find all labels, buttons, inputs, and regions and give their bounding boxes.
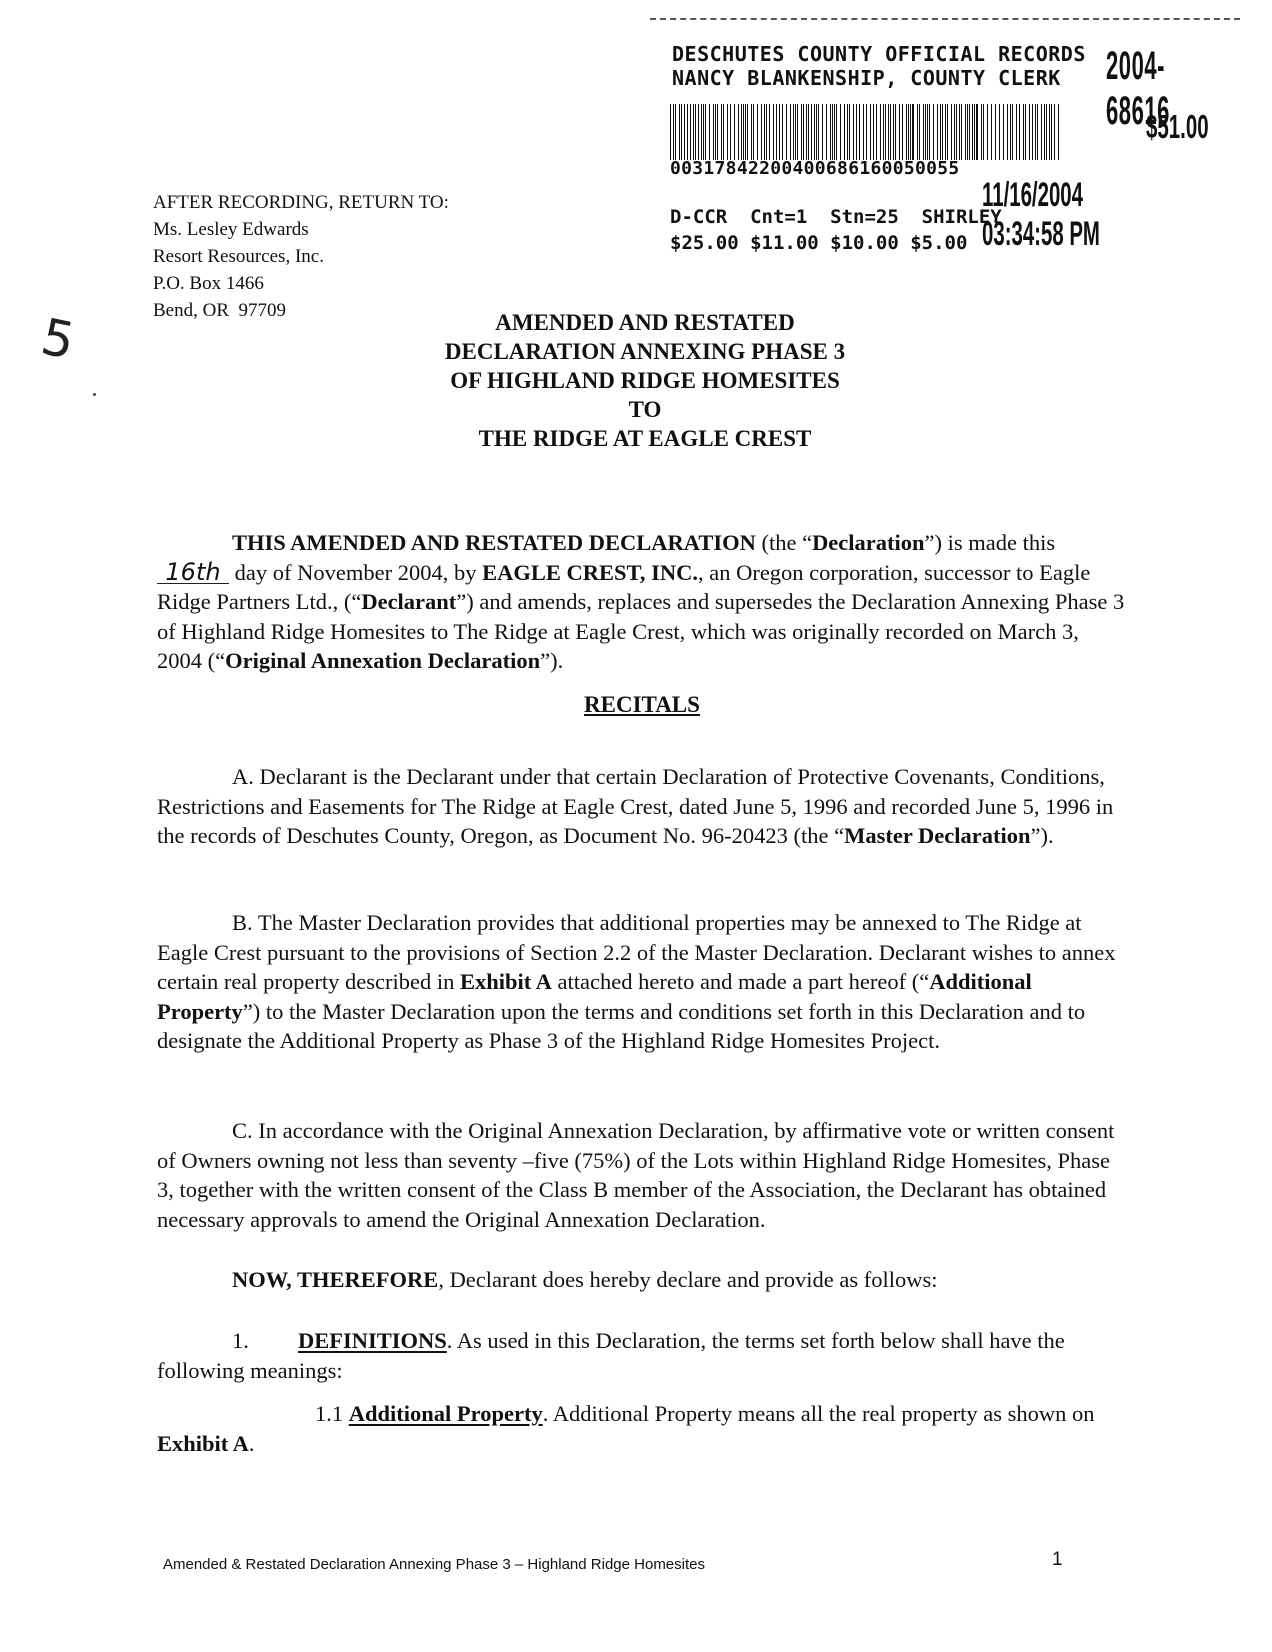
barcode-bar [899,104,900,160]
scan-top-edge-line [650,18,1240,20]
barcode-bar [782,104,783,160]
barcode-bar [1010,104,1011,160]
recital-c [157,1116,1127,1234]
intro-company: EAGLE CREST, INC. [482,559,698,585]
title-line-5: THE RIDGE AT EAGLE CREST [478,426,812,451]
barcode-bar [840,104,841,160]
barcode-bar [951,104,952,160]
barcode-bar [876,104,877,160]
barcode-bar [947,104,948,160]
barcode-bar [675,104,676,160]
barcode-bar [870,104,871,160]
recital-a-text: A. Declarant is the Declarant under that certain Declaration of Protective Covenants, Conditions, Restrictions and Easements for The Ridge at Eagle Crest, dated June 5, 1996 and recorded June 5, 1996 in the records of Deschutes County, Oregon, as Document No. 96-20423 (the “ [157,764,1114,848]
page-footer-text: Amended & Restated Declaration Annexing Phase 3 – Highland Ridge Homesites [163,1556,705,1573]
barcode-bar [929,104,930,160]
barcode-bar [906,104,907,160]
barcode-bar [790,104,791,160]
recording-office-line1: DESCHUTES COUNTY OFFICIAL RECORDS [672,42,1086,66]
barcode-bar [670,104,671,160]
barcode-bar [912,104,914,160]
barcode-bar [873,104,874,160]
barcode-bar [866,104,867,160]
barcode-bar [1007,104,1008,160]
intro-text-4: , an Oregon corporation, successor to Eagle Ridge Partners Ltd., (“ [157,559,1091,614]
barcode-bar [917,104,918,160]
section-1-heading: DEFINITIONS [298,1328,447,1353]
barcode-bar [927,104,928,160]
barcode-bar [880,104,881,160]
barcode-bar [695,104,696,160]
intro-paragraph [157,528,1127,676]
barcode-bar [954,104,955,160]
barcode-bar [811,104,812,160]
barcode-bar [797,104,798,160]
recital-b-text-3: ”) to the Master Declaration upon the terms and conditions set forth in this Declaration and to designate the Additional Property as Phase 3 of the Highland Ridge Homesites Project. [157,998,1086,1053]
title-line-3: OF HIGHLAND RIDGE HOMESITES [450,368,840,393]
barcode-bar [745,104,746,160]
barcode-bar [893,104,894,160]
barcode-bar [721,104,722,160]
barcode-bar [910,104,911,160]
barcode-bar [937,104,938,160]
barcode-bar [919,104,920,160]
barcode-bar [786,104,787,160]
title-line-2: DECLARATION ANNEXING PHASE 3 [444,339,846,364]
barcode-bar [1012,104,1013,160]
barcode-bar [681,104,682,160]
title-line-4: TO [628,397,662,422]
barcode-bar [741,104,742,160]
barcode-bar [1044,104,1045,160]
barcode-bar [1016,104,1017,160]
document-title [300,308,990,453]
barcode-bar [806,104,807,160]
barcode-bar [803,104,804,160]
barcode-bar [844,104,845,160]
section-1-1-number: 1.1 [315,1401,349,1426]
barcode-bar [859,104,860,160]
barcode-bar [1037,104,1038,160]
intro-text-1: (the “ [755,530,813,555]
barcode-bar [933,104,934,160]
now-therefore [157,1265,1127,1295]
recording-clerk-line2: NANCY BLANKENSHIP, COUNTY CLERK [672,66,1061,90]
now-therefore-lead: NOW, THEREFORE [232,1267,439,1292]
barcode-bar [983,104,984,160]
barcode-bar [779,104,780,160]
barcode-bar [734,104,735,160]
barcode-bar [684,104,685,160]
recitals-heading: RECITALS [584,692,700,717]
section-1 [157,1326,1127,1385]
barcode-bar [890,104,891,160]
barcode-bar [987,104,988,160]
barcode-bar [814,104,815,160]
barcode-bar [795,104,796,160]
barcode-bar [761,104,762,160]
barcode-bar [974,104,975,160]
barcode-bar [1041,104,1042,160]
section-1-number: 1. [232,1328,249,1353]
recital-a-end: ”). [1030,823,1054,848]
recording-meta-line: D-CCR Cnt=1 Stn=25 SHIRLEY [670,206,1002,228]
barcode-bar [757,104,758,160]
barcode-bar [816,104,817,160]
barcode-bar [727,104,728,160]
barcode-bar [743,104,744,160]
recording-date-time: 11/16/2004 03:34:58 PM [982,176,1100,253]
barcode-bar [834,104,835,160]
barcode-bar [863,104,864,160]
barcode-bar [895,104,896,160]
barcode-bar [826,104,827,160]
section-1-1-text: . Additional Property means all the real property as shown on [542,1401,1095,1426]
barcode-bar [1054,104,1055,160]
recording-meta [670,204,1002,256]
barcode-bar [673,104,674,160]
barcode-bar [961,104,962,160]
section-1-1 [157,1399,1127,1458]
barcode-bar [808,104,809,160]
intro-declaration-term: Declaration [812,530,925,555]
barcode-bar [856,104,857,160]
barcode-bar [836,104,837,160]
barcode-bar [995,104,996,160]
return-address-block [153,189,449,324]
barcode-bar [902,104,903,160]
barcode-bar [1032,104,1033,160]
recital-b [157,908,1127,1056]
barcode-bar [849,104,850,160]
barcode-bar [747,104,748,160]
barcode-bar [1049,104,1050,160]
page-number: 1 [1052,1549,1063,1570]
title-line-1: AMENDED AND RESTATED [495,310,795,335]
barcode-bar [1025,104,1026,160]
barcode-bar [923,104,924,160]
barcode-bar [847,104,848,160]
recital-a-term: Master Declaration [844,823,1031,848]
barcode-bar [751,104,752,160]
barcode-bar [717,104,718,160]
recital-c-text: C. In accordance with the Original Annexation Declaration, by affirmative vote or written consent of Owners owning not less than seventy –five (75%) of the Lots within Highland Ridge Homesites, Phase 3, together with the written consent of the Class B member of the Association, the Declarant has obtained necessary approvals to amend the Original Annexation Declaration. [157,1118,1115,1232]
barcode-bar [883,104,884,160]
barcode-bar [801,104,802,160]
barcode-bar [1023,104,1024,160]
intro-text-3: day of November 2004, by [229,559,483,585]
recital-b-text-1: B. The Master Declaration provides that additional properties may be annexed to The Ridge at Eagle Crest pursuant to the provisions of Section 2.2 of the Master Declaration. Declarant wishes to annex certain real property described in [157,910,1116,994]
section-1-text: . As used in this Declaration, the terms set forth below shall have the following meanings: [157,1328,1065,1383]
barcode-bar [776,104,777,160]
barcode-bar [822,104,823,160]
barcode-bar [738,104,739,160]
barcode-bar [967,104,968,160]
barcode-bar [709,104,710,160]
barcode-bar [690,104,691,160]
return-city: Bend, OR 97709 [153,300,286,321]
barcode-bar [999,104,1000,160]
barcode-bar [945,104,946,160]
barcode-bar [908,104,909,160]
handwritten-margin-mark: 5 [36,307,80,371]
barcode-bar [1051,104,1052,160]
barcode-bar [693,104,694,160]
barcode-bar [940,104,941,160]
intro-text-5: ”) and amends, replaces and supersedes the Declaration Annexing Phase 3 of Highland Ridge Homesites to The Ridge at Eagle Crest, which was originally recorded on March 3, 2004 (“ [157,589,1125,673]
barcode-bar [965,104,966,160]
barcode-bar [981,104,982,160]
barcode-bar [942,104,943,160]
intro-text-2: ”) is made this [924,530,1056,555]
barcode-bar [991,104,992,160]
barcode-bar [1029,104,1030,160]
barcode-bar [698,104,699,160]
barcode-bar [1058,104,1059,160]
barcode-bar [705,104,706,160]
return-po-box: P.O. Box 1466 [153,273,264,294]
now-therefore-text: , Declarant does hereby declare and provide as follows: [438,1267,938,1292]
barcode-bar [753,104,754,160]
barcode-bar [1003,104,1004,160]
barcode-bar [972,104,973,160]
barcode-bar [769,104,770,160]
barcode-bar [830,104,831,160]
barcode-bar [925,104,926,160]
barcode-bar [713,104,714,160]
barcode-bar [773,104,774,160]
barcode-bar [1046,104,1047,160]
barcode-bar [832,104,833,160]
barcode-bar [1035,104,1036,160]
return-name: Ms. Lesley Edwards [153,219,309,240]
intro-declarant-term: Declarant [361,589,457,614]
barcode-bar [976,104,978,160]
section-1-1-end: . [248,1430,255,1456]
barcode-bar [701,104,702,160]
intro-original-term: Original Annexation Declaration [225,648,541,673]
section-1-1-exhibit: Exhibit A [157,1430,249,1456]
recital-a [157,762,1127,851]
barcode-bar [1019,104,1020,160]
barcode-bar [687,104,688,160]
barcode-bar [969,104,970,160]
barcode-bar [888,104,889,160]
recording-fees-line: $25.00 $11.00 $10.00 $5.00 [670,232,968,254]
recording-document-number: 2004-68616 [1106,44,1170,133]
return-company: Resort Resources, Inc. [153,246,324,267]
recording-office-header [672,42,1086,90]
barcode-bar [679,104,680,160]
section-1-1-heading: Additional Property [348,1401,543,1426]
barcode-bar [703,104,704,160]
barcode-bar [715,104,716,160]
barcode-bar [818,104,819,160]
barcode-bar [764,104,765,160]
intro-text-6: ”). [540,648,564,673]
barcode-bar [853,104,854,160]
return-heading: AFTER RECORDING, RETURN TO: [153,192,449,213]
barcode-bar [723,104,724,160]
barcode-bar [885,104,886,160]
recital-b-exhibit: Exhibit A [459,969,552,994]
barcode-bar [793,104,794,160]
recording-total-fee: $51.00 [1146,108,1209,145]
barcode-number: 00317842200400686160050055 [670,158,960,179]
handwritten-day: 16th [157,561,229,584]
recital-b-term: Additional Property [157,969,1032,1024]
barcode-bar [766,104,767,160]
margin-dot [93,393,96,396]
intro-lead: THIS AMENDED AND RESTATED DECLARATION [232,530,756,555]
recital-b-text-2: attached hereto and made a part hereof (“ [551,969,930,994]
barcode-bar [730,104,731,160]
barcode-image [670,104,1065,160]
barcode-bar [959,104,960,160]
barcode-bar [956,104,957,160]
